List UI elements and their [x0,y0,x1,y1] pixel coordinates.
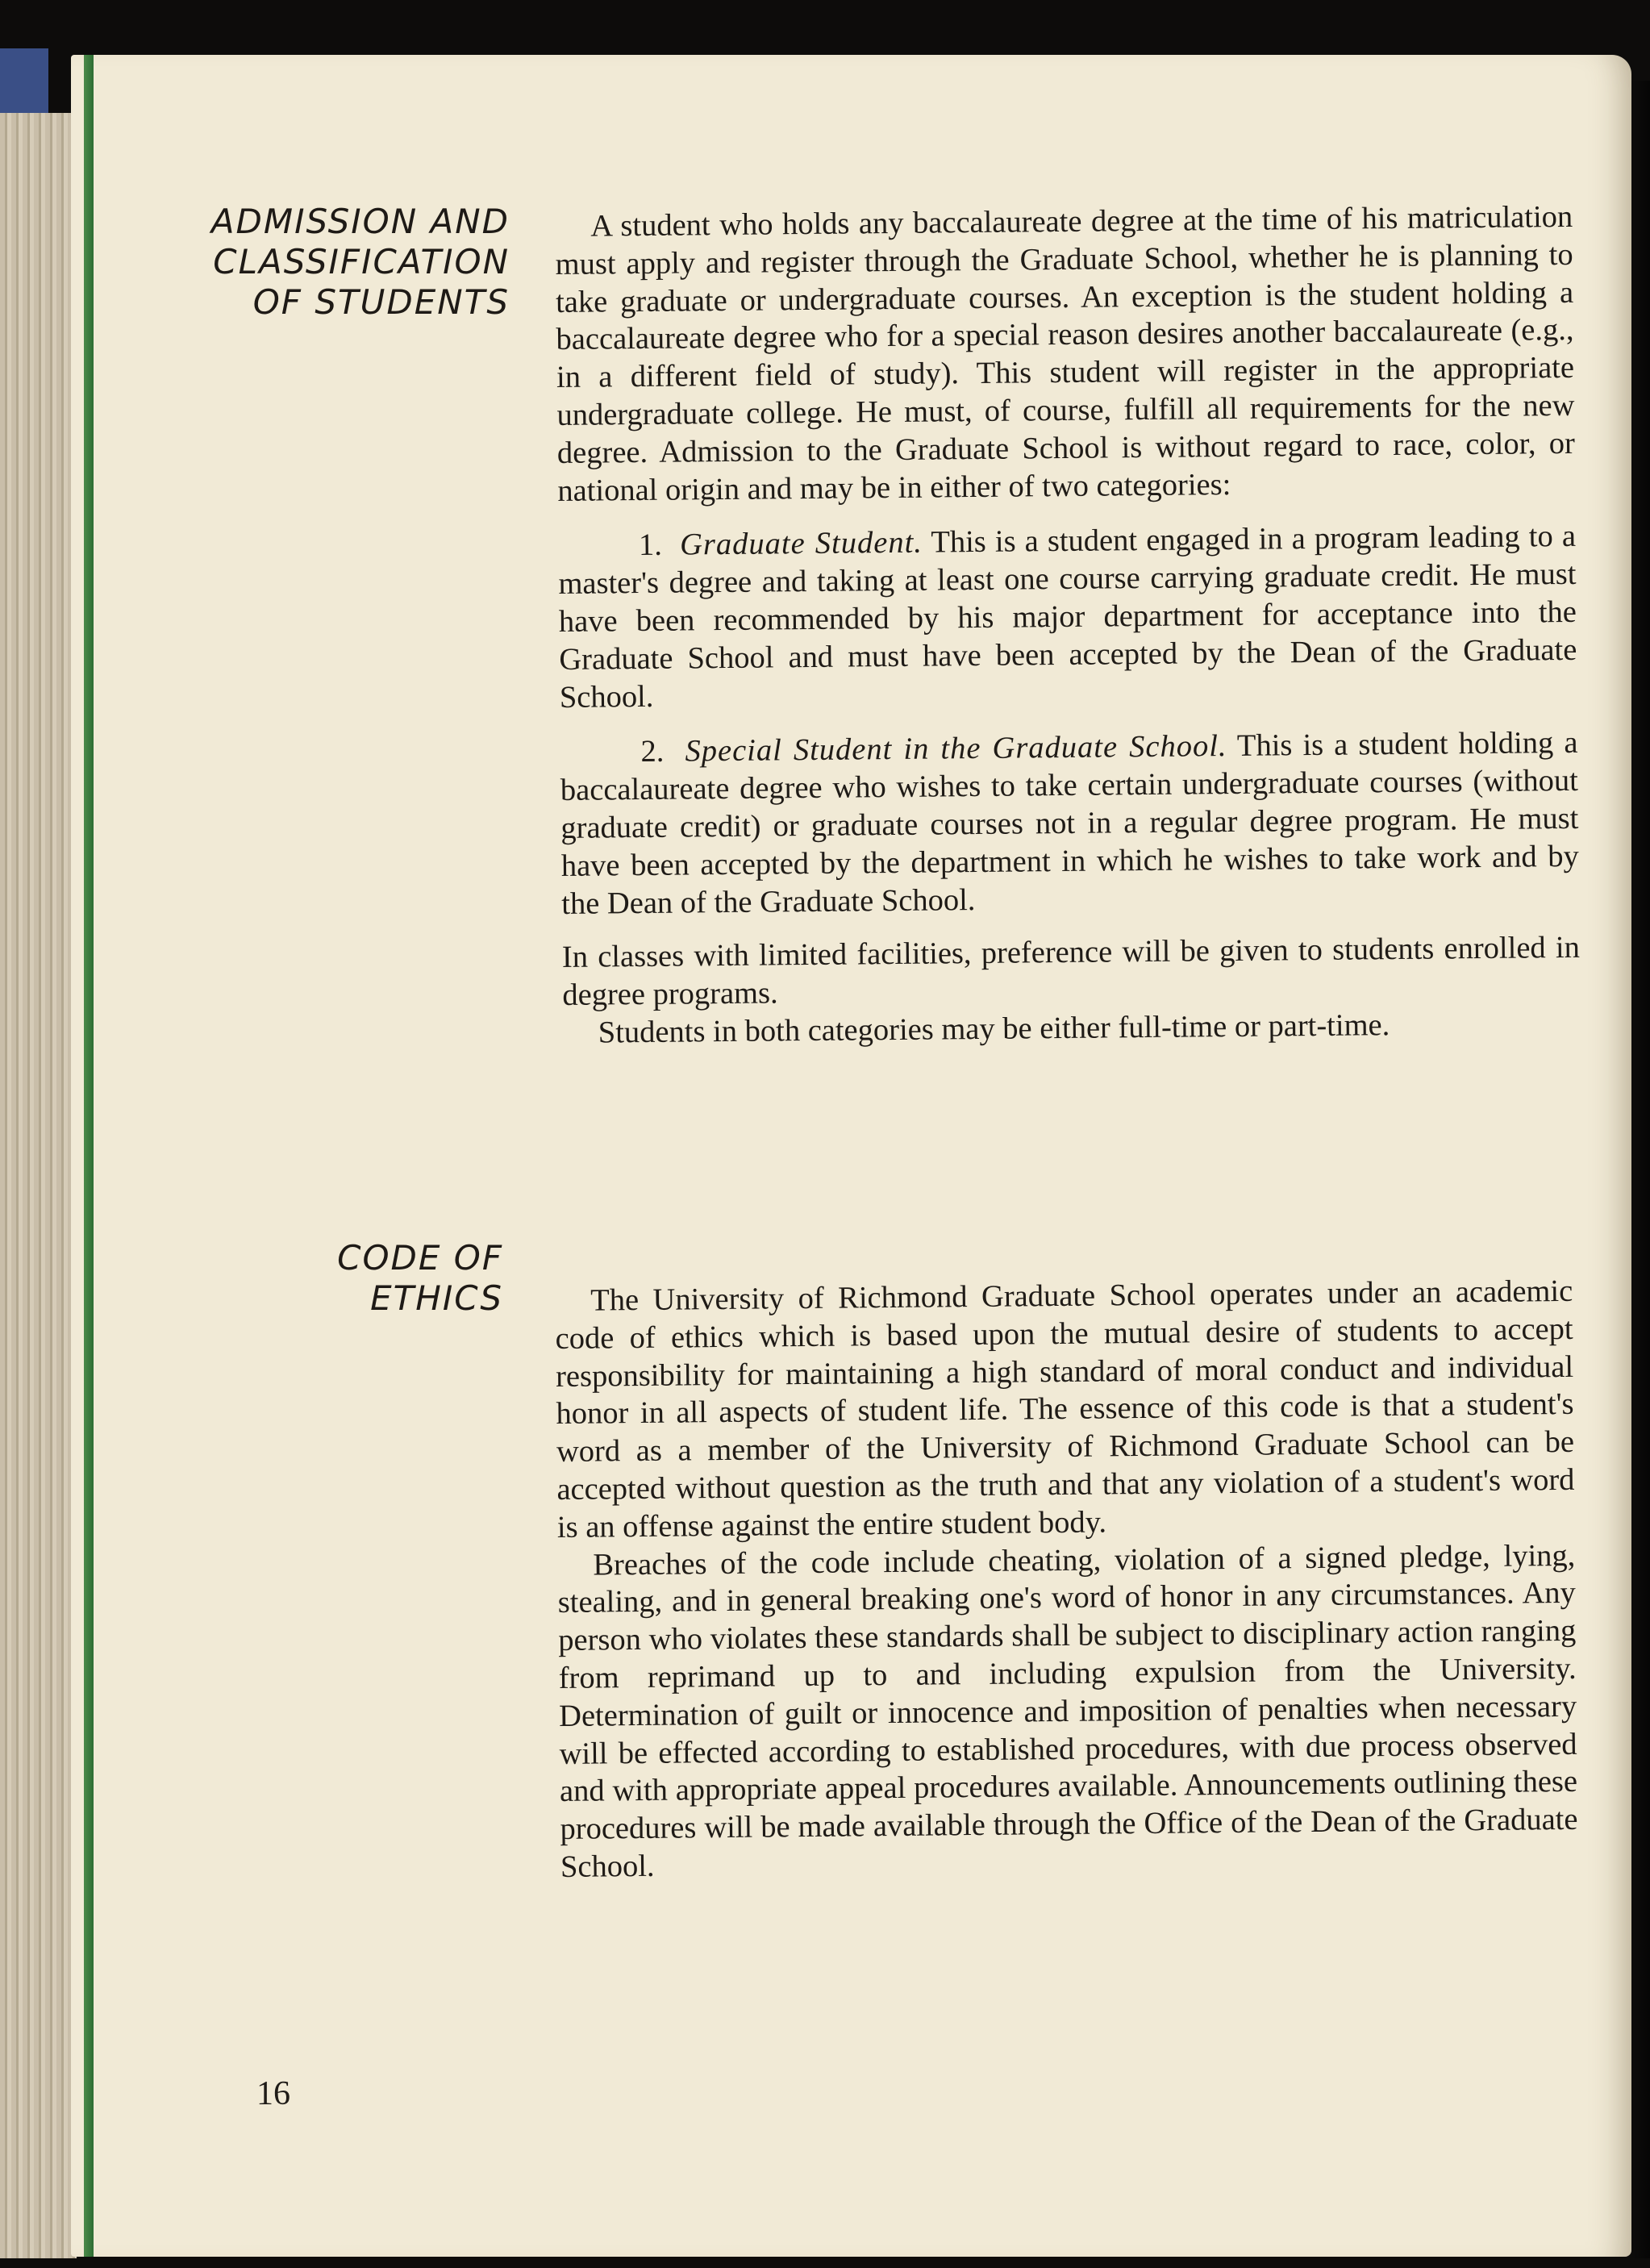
page-number: 16 [256,2075,290,2112]
heading-line: CLASSIFICATION [213,242,510,281]
heading-line: CODE OF [337,1238,503,1278]
heading-line: OF STUDENTS [252,282,510,322]
item-term: Graduate Student. [679,526,923,562]
page-curl-shadow [1631,81,1650,2258]
admission-intro-paragraph: A student who holds any baccalaureate degree at the time of his matriculation must apply and register through the Graduate School, whether he is planning to take graduate or undergraduate courses. An exception is the student holding a baccalaureate degree who for a special reason desires another baccalaureate (e.g., in a different field of study). This student will register in the appropriate undergraduate college. He must, of course, fulfill all requirements for the new degree. Admission to the Graduate School is without regard to race, color, or national origin and may be in either of two categories: [555,199,1576,508]
admission-section-body [555,198,1581,1053]
preference-paragraph: In classes with limited facilities, preference will be given to students enrolled in degree programs. [561,931,1581,1013]
category-item-2 [560,724,1579,923]
page-stack-edge [0,113,77,2258]
category-item-1 [558,518,1577,716]
green-margin-rule [84,55,94,2257]
item-text: This is a student holding a baccalaureate degree who wishes to take certain undergraduate courses (without graduate credit) or graduate courses not in a regular degree program. He must have been accepted by the department in which he wishes to take work and by the Dean of the Graduate School. [560,726,1579,921]
ethics-heading [306,1238,503,1319]
ethics-paragraph: Breaches of the code include cheating, violation of a signed pledge, lying, stealing, and in general breaking one's word of honor in any circumstances. Any person who violates these standards shall be subject to disciplinary action ranging from reprimand up to and including expulsion from the University. Determination of guilt or innocence and imposition of penalties when necessary will be effected according to established procedures, with due process observed and with appropriate appeal procedures available. Announcements outlining these procedures will be made available through the Office of the Dean of the Graduate School. [557,1538,1578,1884]
ethics-paragraph: The University of Richmond Graduate School operates under an academic code of ethics which is based upon the mutual desire of students to accept responsibility for maintaining a high standard of moral conduct and individual honor in all aspects of student life. The essence of this code is that a student's word as a member of the University of Richmond Graduate School can be accepted without question as the truth and that any violation of a student's word is an offense against the entire student body. [555,1274,1575,1545]
item-number: 1. [638,528,663,563]
item-text: This is a student engaged in a program leading to a master's degree and taking at least one course carrying graduate credit. He must have been recommended by his major department for acceptance into the Graduate School and must have been accepted by the Dean of the Graduate School. [558,519,1577,715]
item-term: Special Student in the Graduate School. [685,729,1227,769]
ethics-section-body [555,1273,1578,1887]
heading-line: ETHICS [370,1278,503,1318]
heading-line: ADMISSION AND [210,202,510,241]
admission-heading [194,202,510,323]
full-part-time-paragraph: Students in both categories may be either full-time or part-time. [598,1008,1390,1050]
item-number: 2. [640,735,665,769]
